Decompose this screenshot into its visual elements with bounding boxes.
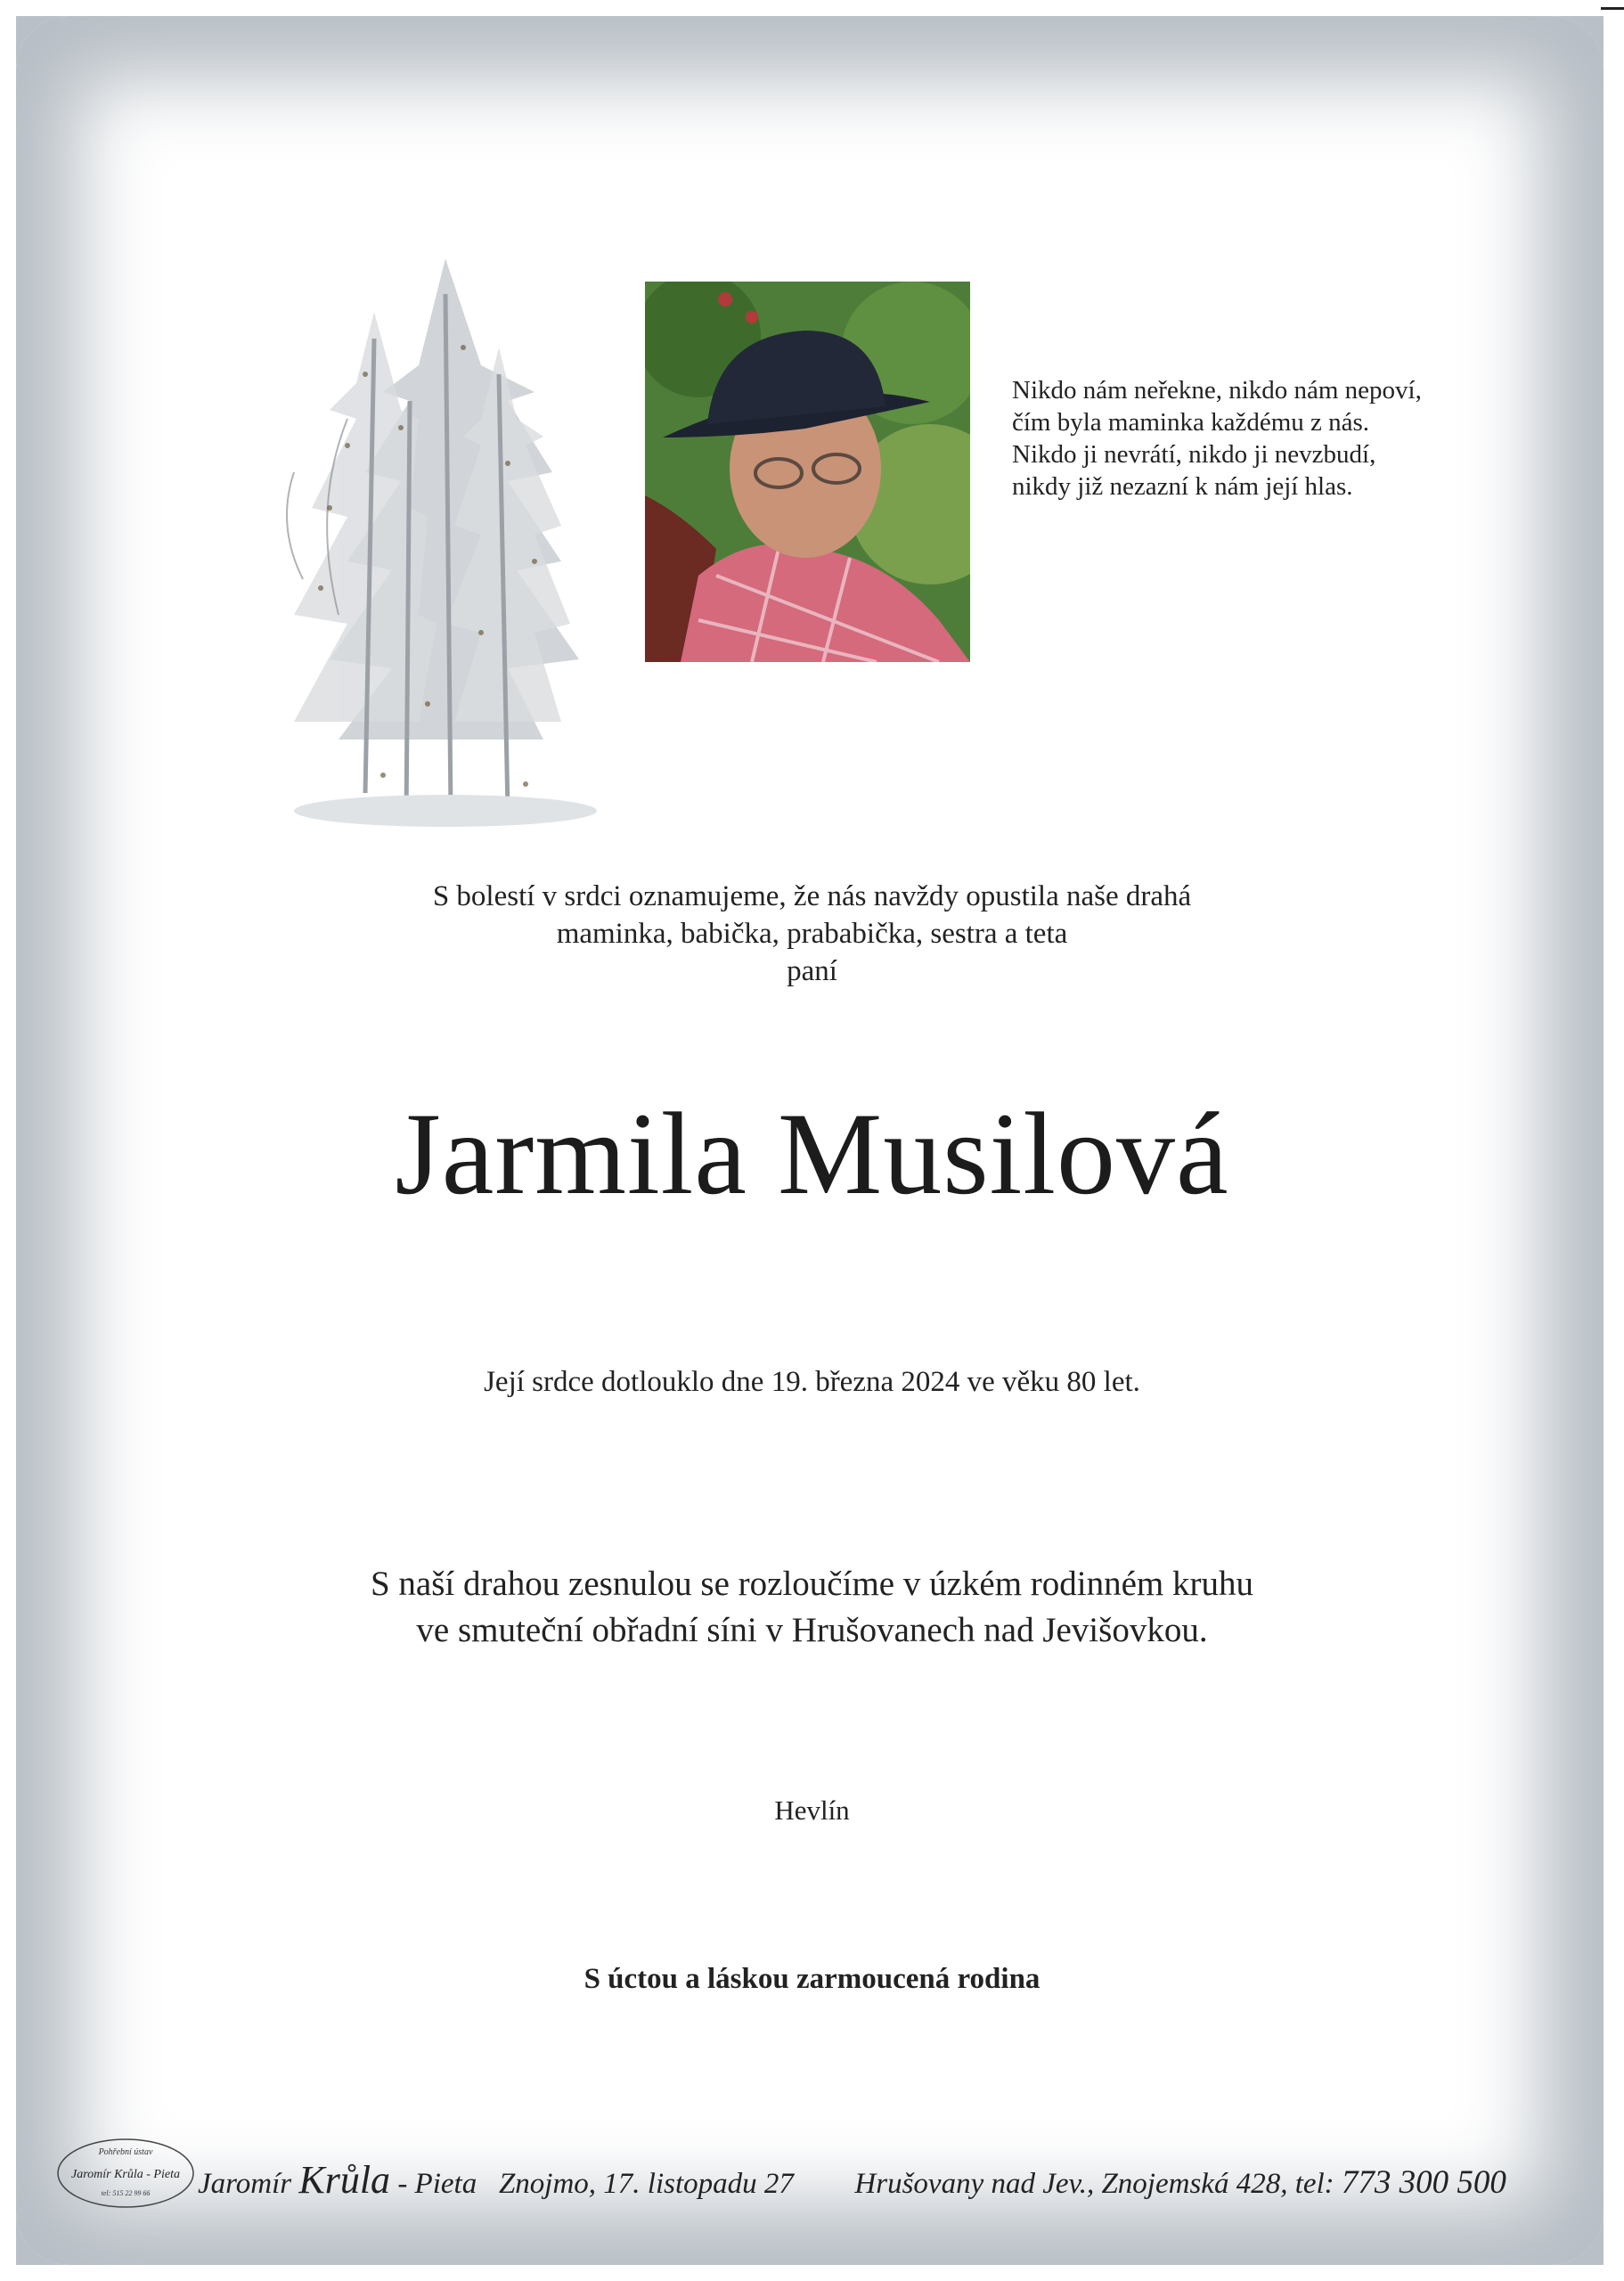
funeral-service-logo: [55, 2137, 196, 2210]
farewell-text: [0, 1561, 1624, 1654]
farewell-line: S naší drahou zesnulou se rozloučíme v úzkém rodinném kruhu: [370, 1565, 1253, 1603]
deceased-name: Jarmila Musilová: [395, 1088, 1229, 1219]
footer-contact: [198, 2158, 1570, 2203]
logo-middle-text: Jaromír Krůla - Pieta: [71, 2168, 180, 2181]
footer-phone: 773 300 500: [1341, 2164, 1506, 2201]
announcement-line: maminka, babička, prababička, sestra a teta: [556, 918, 1068, 950]
poem-line: Nikdo nám neřekne, nikdo nám nepoví,: [1012, 376, 1422, 405]
footer-name-suffix: - Pieta: [397, 2168, 477, 2200]
poem-line: nikdy již nezazní k nám její hlas.: [1012, 472, 1353, 501]
corner-mark: [1601, 7, 1624, 10]
trees-illustration: [241, 241, 615, 846]
logo-bottom-text: tel: 515 22 99 66: [101, 2189, 151, 2197]
announcement: [0, 878, 1624, 990]
family-signature: S úctou a láskou zarmoucená rodina: [583, 1963, 1041, 1995]
place-name: Hevlín: [774, 1795, 850, 1826]
footer-name-first: Jaromír: [198, 2168, 292, 2200]
announcement-line: S bolestí v srdci oznamujeme, že nás navždy opustila naše drahá: [432, 880, 1192, 912]
announcement-line: paní: [787, 955, 837, 987]
poem-line: Nikdo ji nevrátí, nikdo ji nevzbudí,: [1012, 440, 1376, 469]
farewell-line: ve smuteční obřadní síni v Hrušovanech nad Jevišovkou.: [416, 1611, 1208, 1649]
death-notice: Její srdce dotlouklo dne 19. března 2024 ve věku 80 let.: [484, 1366, 1140, 1398]
poem-line: čím byla maminka každému z nás.: [1012, 408, 1370, 437]
poem: [1012, 374, 1511, 503]
footer-address-1: Znojmo, 17. listopadu 27: [498, 2168, 794, 2200]
portrait-photo: [645, 282, 970, 662]
logo-top-text: Pohřební ústav: [98, 2147, 153, 2157]
footer-address-2: Hrušovany nad Jev., Znojemská 428, tel:: [854, 2168, 1334, 2200]
footer-brand: Krůla: [298, 2158, 391, 2202]
